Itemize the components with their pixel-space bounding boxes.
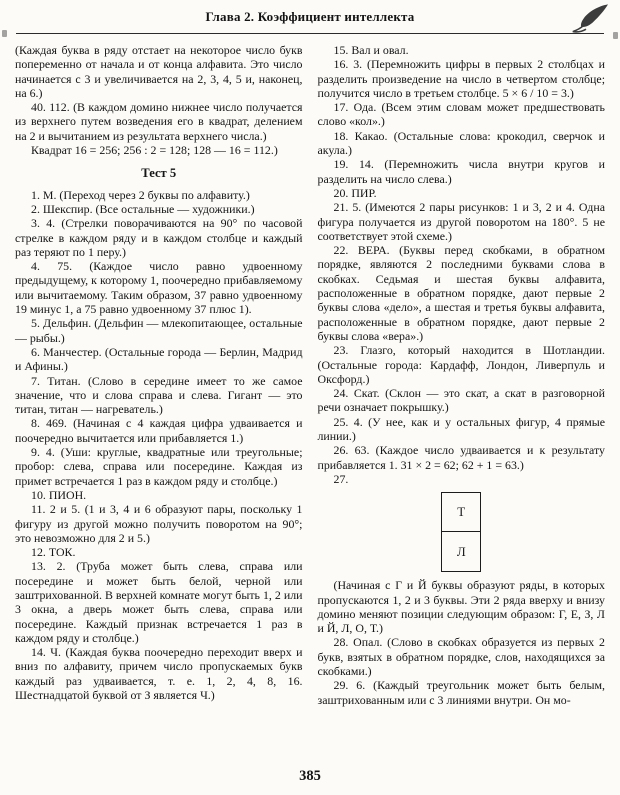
page-number: 385 (299, 768, 321, 784)
answer-item: 3. 4. (Стрелки поворачиваются на 90° по часовой стрелке в каждом ряду и в каждом столбце и каждый раз теряют по 1 перу.) (15, 216, 303, 259)
figure-note: (Начиная с Г и Й буквы образуют ряды, в которых пропускаются 1, 2 и 3 буквы. Эти 2 ряда вверху и внизу домино меняют позиции следующим образом: Г, Е, З, Л и Й, Л, О, Т.) (317, 578, 605, 636)
domino-top-cell: Т (442, 493, 480, 532)
answer-item: 28. Опал. (Слово в скобках образуется из первых 2 букв, взятых в обратном порядке, слов, находящихся за скобками.) (317, 635, 605, 678)
margin-mark-left-icon (2, 30, 7, 37)
answer-item: 22. ВЕРА. (Буквы перед скобками, в обратном порядке, являются 2 последними буквами слова в скобках. Седьмая и шестая буквы алфавита, расположенные в обратном порядке, дают первые 2 буквы слова «дело», а шестая и третья буквы алфавита, расположенные в обратном порядке, дают первые 2 буквы слова «вера».) (317, 243, 605, 343)
answer-item: 21. 5. (Имеются 2 пары рисунков: 1 и 3, 2 и 4. Одна фигура получается из другой поворотом на 180°. 5 не соответствует этой схеме.) (317, 200, 605, 243)
answer-item: 10. ПИОН. (31, 487, 87, 502)
answer-item: 11. 2 и 5. (1 и 3, 4 и 6 образуют пары, поскольку 1 фигуру из другой можно получить поворотом на 90°; это невозможно для 2 и 5.) (15, 502, 303, 545)
answer-item: 4. 75. (Каждое число равно удвоенному предыдущему, к которому 1, поочередно прибавляемому или вычитаемому. Таким образом, 37 равно удвоенному 19 минус 1, а 75 равно удвоенному 37 плюс 1). (15, 259, 303, 317)
answer-item: 26. 63. (Каждое число удваивается и к результату прибавляется 1. 31 × 2 = 62; 62 + 1 = 63.) (317, 443, 605, 472)
answer-item: 29. 6. (Каждый треугольник может быть белым, заштрихованным или с 3 линиями внутри. Он мо- (317, 678, 605, 707)
quill-hand-icon (564, 1, 612, 35)
answer-item: 24. Скат. (Склон — это скат, а скат в разговорной речи означает покрышку.) (317, 386, 605, 415)
domino-bottom-cell: Л (456, 543, 466, 559)
right-column (318, 43, 606, 707)
answer-item: 8. 469. (Начиная с 4 каждая цифра удваивается и поочередно вычитается или прибавляется 1.) (15, 416, 303, 445)
answer-item: 19. 14. (Перемножить числа внутри кругов и разделить на число слева.) (317, 157, 605, 186)
text-columns (0, 34, 620, 707)
answer-item: 23. Глазго, который находится в Шотландии. (Остальные города: Кардафф, Лондон, Ливерпуль и Оксфорд.) (317, 343, 605, 386)
answer-item: 16. 3. (Перемножить цифры в первых 2 столбцах и разделить произведение на число в четвертом столбце; получится число в третьем столбце. 5 × 6 / 10 = 3.) (317, 57, 605, 100)
answer-item: 13. 2. (Труба может быть слева, справа или посередине и может быть белой, черной или заштрихованной. В верхней комнате могут быть 1, 2 или 3 окна, а дверь может быть слева, справа или посередине. Каждый признак встречается 1 раз в каждом ряду и столбце.) (15, 559, 303, 645)
answer-item: 7. Титан. (Слово в середине имеет то же самое значение, что и слова справа и слева. Гигант — это титан, титан — нагреватель.) (15, 373, 303, 417)
answer-item: 5. Дельфин. (Дельфин — млекопитающее, остальные — рыбы.) (15, 316, 303, 345)
chapter-title: Глава 2. Коэффициент интеллекта (205, 9, 415, 24)
continuation-paragraph: (Каждая буква в ряду отстает на некоторое число букв попеременно от начала и от конца алфавита. Это число начинается с 3 и увеличивается на 2, 3, 4, 5 и, наконец, на 6.) (15, 43, 303, 100)
header-rule (16, 33, 604, 34)
formula-line: Квадрат 16 = 256; 256 : 2 = 128; 128 — 16 = 112.) (31, 143, 278, 158)
answer-item: 2. Шекспир. (Все остальные — художники.) (31, 201, 255, 216)
answer-item: 27. (333, 471, 349, 486)
page-footer (0, 768, 620, 785)
margin-mark-right-icon (613, 32, 618, 39)
answer-item: 25. 4. (У нее, как и у остальных фигур, 4 прямые линии.) (317, 414, 605, 444)
answer-item: 12. ТОК. (31, 545, 76, 560)
answer-item: 18. Какао. (Остальные слова: крокодил, сверчок и акула.) (317, 128, 605, 158)
answer-item: 17. Ода. (Всем этим словам может предшествовать слово «кол».) (317, 100, 605, 129)
answer-item: 14. Ч. (Каждая буква поочередно переходит вверх и вниз по алфавиту, причем число пропускаемых букв каждый раз удваивается, т. е. 1, 2, 4, 8, 16. Шестнадцатой буквой от З является Ч.) (15, 645, 303, 703)
domino-figure (441, 492, 481, 572)
section-heading-test-5: Тест 5 (141, 166, 177, 181)
answer-item: 20. ПИР. (333, 185, 377, 200)
answer-item: 15. Вал и овал. (333, 43, 409, 57)
answer-item: 40. 112. (В каждом домино нижнее число получается из верхнего путем возведения его в квадрат, делением на 2 и вычитанием из результата верхнего числа.) (15, 100, 303, 143)
answer-item: 1. М. (Переход через 2 буквы по алфавиту.) (31, 187, 250, 202)
page-header (0, 0, 620, 34)
left-column (15, 43, 303, 707)
answer-item: 9. 4. (Уши: круглые, квадратные или треугольные; пробор: слева, справа или посередине. Каждая из примет встречается 1 раз в каждом ряду и столбце.) (15, 445, 303, 488)
answer-item: 6. Манчестер. (Остальные города — Берлин, Мадрид и Афины.) (15, 344, 303, 374)
